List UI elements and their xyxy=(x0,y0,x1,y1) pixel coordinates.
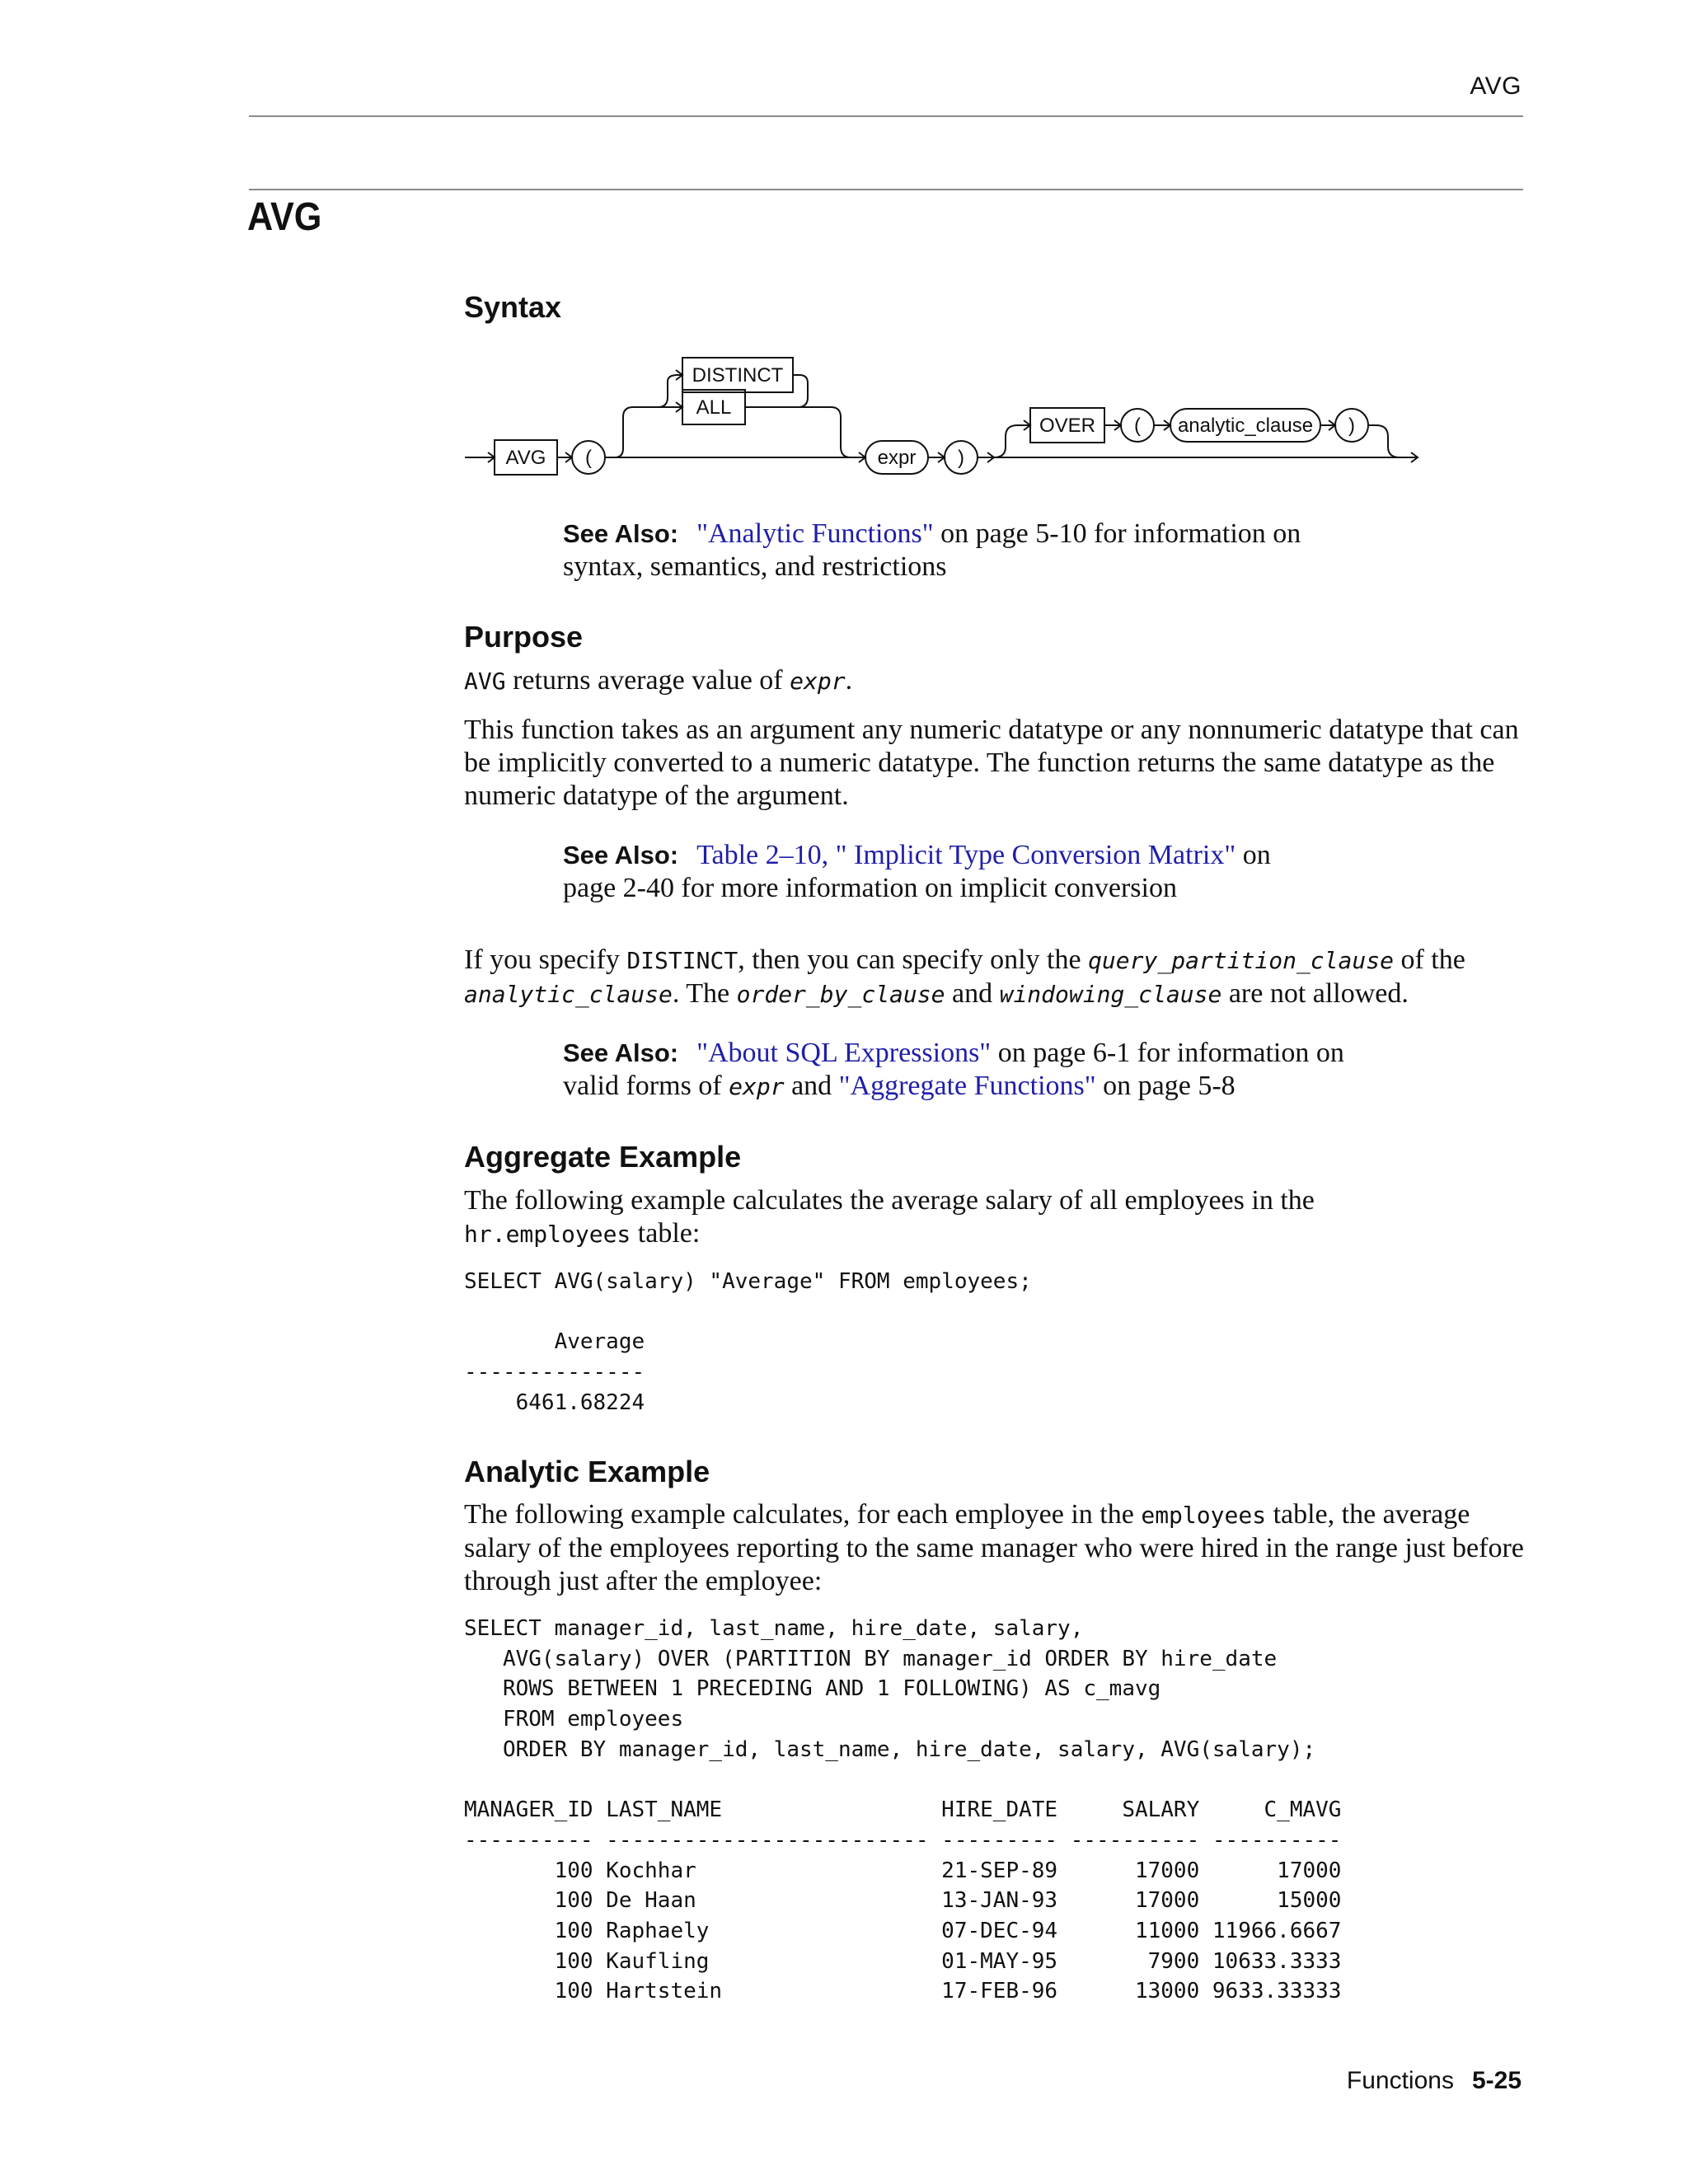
aggregate-code-block: SELECT AVG(salary) "Average" FROM employees; Average -------------- 6461.68224 xyxy=(464,1269,1032,1415)
purpose-paragraph-2 xyxy=(464,714,1527,813)
syntax-expr: expr xyxy=(877,447,917,469)
inline-emphasis: expr xyxy=(729,1073,785,1100)
purpose-paragraph-1 xyxy=(464,664,1527,698)
syntax-all-keyword: ALL xyxy=(696,396,732,419)
page-number: 5-25 xyxy=(1471,2067,1522,2094)
paragraph-text: If you specify xyxy=(464,944,627,975)
link-implicit-type-conversion-matrix[interactable]: Table 2–10, " Implicit Type Conversion Matrix" xyxy=(696,840,1236,870)
inline-code: DISTINCT xyxy=(626,947,738,974)
inline-emphasis: expr xyxy=(790,668,846,695)
syntax-lparen-2: ( xyxy=(1134,415,1141,437)
inline-emphasis: analytic_clause xyxy=(464,981,673,1008)
see-also-text: valid forms of xyxy=(563,1071,729,1101)
syntax-rparen-2: ) xyxy=(1348,415,1355,437)
paragraph-text: . xyxy=(845,665,853,696)
see-also-type-conversion xyxy=(563,839,1428,905)
page-title: AVG xyxy=(247,195,322,239)
see-also-analytic-functions xyxy=(563,518,1428,583)
paragraph-text: . The xyxy=(672,978,737,1009)
analytic-example-heading: Analytic Example xyxy=(464,1455,710,1488)
see-also-text: on xyxy=(1236,840,1271,870)
inline-emphasis: windowing_clause xyxy=(999,981,1222,1008)
aggregate-paragraph xyxy=(464,1184,1527,1251)
footer-section: Functions xyxy=(1346,2067,1454,2094)
distinct-paragraph xyxy=(464,944,1527,1011)
syntax-avg-keyword: AVG xyxy=(505,447,546,469)
paragraph-text: This function takes as an argument any numeric datatype or any nonnumeric datatype that can be implicitly converted to a numeric datatype. The function returns the same datatype as the numeric datatype of the argument. xyxy=(464,715,1519,811)
running-head: AVG xyxy=(1470,73,1522,100)
paragraph-text: table, the average salary of the employees reporting to the same manager who were hired in the range just before through just after the employee: xyxy=(464,1499,1524,1596)
analytic-code-block: SELECT manager_id, last_name, hire_date, salary, AVG(salary) OVER (PARTITION BY manager_id ORDER BY hire_date ROWS BETWEEN 1 PRECEDING AND 1 FOLLOWING) AS c_mavg FROM employees ORDER BY manager_id, last_name, hire_date, salary, AVG(salary); MANAGER_ID LAST_NAME HIRE_DATE SALARY C_MAVG ---------- ------------------------- --------- ---------- ---------- 100 Kochhar 21-SEP-89 17000 17000 100 De Haan 13-JAN-93 17000 15000 100 Raphaely 07-DEC-94 11000 11966.6667 100 Kaufling 01-MAY-95 7900 10633.3333 100 Hartstein 17-FEB-96 13000 9633.33333 xyxy=(464,1616,1342,2004)
see-also-text: page 2-40 for more information on implicit conversion xyxy=(563,873,1177,903)
header-rule xyxy=(249,115,1523,117)
syntax-heading: Syntax xyxy=(464,290,562,324)
syntax-distinct-keyword: DISTINCT xyxy=(692,364,784,387)
paragraph-text: The following example calculates, for each employee in the xyxy=(464,1499,1142,1530)
paragraph-text: returns average value of xyxy=(505,665,790,696)
inline-emphasis: query_partition_clause xyxy=(1088,947,1394,974)
see-also-text: on page 5-10 for information on xyxy=(933,518,1301,549)
see-also-text: syntax, semantics, and restrictions xyxy=(563,551,947,582)
aggregate-example-heading: Aggregate Example xyxy=(464,1140,742,1174)
link-about-sql-expressions[interactable]: "About SQL Expressions" xyxy=(696,1038,992,1068)
title-rule xyxy=(249,189,1523,190)
purpose-heading: Purpose xyxy=(464,620,584,654)
link-aggregate-functions[interactable]: "Aggregate Functions" xyxy=(838,1071,1096,1101)
paragraph-text: The following example calculates the average salary of all employees in the xyxy=(464,1185,1315,1216)
see-also-label: See Also: xyxy=(563,519,679,548)
inline-code: AVG xyxy=(464,668,506,695)
syntax-analytic-clause: analytic_clause xyxy=(1177,415,1314,437)
paragraph-text: of the xyxy=(1393,944,1465,975)
syntax-over-keyword: OVER xyxy=(1039,415,1096,437)
paragraph-text: table: xyxy=(631,1218,701,1249)
see-also-text: on page 6-1 for information on xyxy=(991,1038,1344,1068)
see-also-label: See Also: xyxy=(563,1038,679,1067)
paragraph-text: , then you can specify only the xyxy=(738,944,1089,975)
link-analytic-functions[interactable]: "Analytic Functions" xyxy=(696,518,934,549)
syntax-rparen: ) xyxy=(958,447,964,469)
see-also-sql-expressions xyxy=(563,1037,1428,1104)
see-also-text: and xyxy=(784,1071,839,1101)
inline-emphasis: order_by_clause xyxy=(736,981,945,1008)
see-also-text: on page 5-8 xyxy=(1095,1071,1236,1101)
inline-code: employees xyxy=(1141,1502,1267,1529)
analytic-paragraph xyxy=(464,1498,1527,1598)
page-footer xyxy=(1347,2067,1522,2095)
syntax-railroad-diagram xyxy=(462,346,1434,486)
paragraph-text: are not allowed. xyxy=(1221,978,1409,1009)
inline-code: hr.employees xyxy=(464,1221,631,1248)
paragraph-text: and xyxy=(945,978,1000,1009)
syntax-lparen: ( xyxy=(585,447,592,469)
see-also-label: See Also: xyxy=(563,841,679,869)
